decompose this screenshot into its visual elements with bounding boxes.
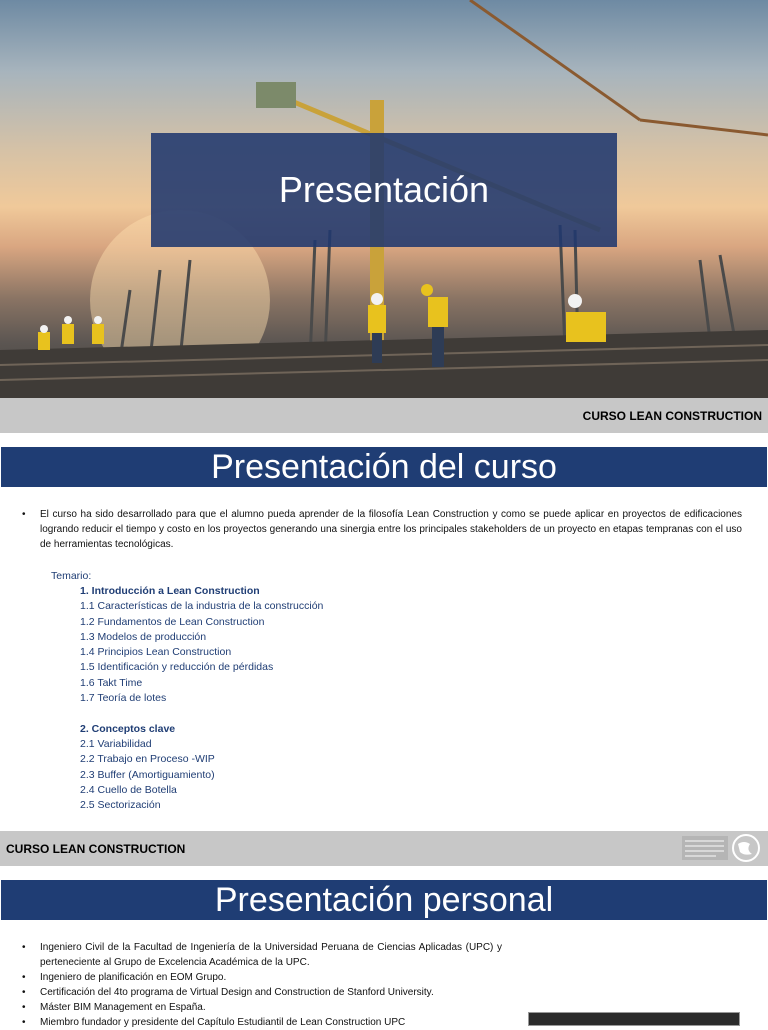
course-description: • El curso ha sido desarrollado para que el alumno pueda aprender de la filosofía Lean Construction y como se puede aplicar en proyectos de edificaciones logrando reducir el tiempo y costo en los proyectos generando una sinergia entre los principales stakeholders de un proyecto en etapas tempranas con el uso de herramientas tecnológicas. (22, 507, 742, 552)
institution-logo-icon (680, 832, 762, 864)
syllabus-item: 1.7 Teoría de lotes (80, 692, 167, 705)
bio-item: • Máster BIM Management en España. (22, 1000, 502, 1015)
syllabus-section-title: 1. Introducción a Lean Construction (80, 585, 260, 597)
syllabus-item: 2.3 Buffer (Amortiguamiento) (80, 768, 215, 781)
slide2-footer-text: CURSO LEAN CONSTRUCTION (6, 841, 186, 856)
course-description-list (22, 507, 742, 552)
syllabus-item: 1.1 Características de la industria de la construcción (80, 600, 324, 613)
bio-item: • Certificación del 4to programa de Virtual Design and Construction de Stanford University. (22, 985, 502, 1000)
slide2-heading-bar (1, 447, 767, 487)
syllabus-item: 1.6 Takt Time (80, 676, 143, 689)
hero-title: Presentación (278, 169, 490, 210)
bio-item: • Ingeniero de planificación en EOM Grupo. (22, 970, 502, 985)
hero-construction-photo (0, 0, 768, 398)
syllabus-item: 1.5 Identificación y reducción de pérdidas (80, 661, 274, 674)
syllabus-label: Temario: (51, 570, 92, 582)
syllabus-item: 2.4 Cuello de Botella (80, 783, 177, 796)
slide2-footer (0, 831, 768, 866)
slide3-heading-bar (1, 880, 767, 920)
syllabus-item: 1.4 Principios Lean Construction (80, 646, 232, 659)
syllabus-section-title: 2. Conceptos clave (80, 722, 176, 735)
slide1-footer-text: CURSO LEAN CONSTRUCTION (582, 408, 762, 423)
syllabus-item: 1.3 Modelos de producción (80, 630, 207, 643)
slide2-heading: Presentación del curso (211, 447, 557, 486)
syllabus-item: 2.1 Variabilidad (80, 737, 152, 750)
slide3-heading: Presentación personal (214, 880, 554, 919)
syllabus (51, 569, 323, 813)
bio-item: • Miembro fundador y presidente del Capítulo Estudiantil de Lean Construction UPC (22, 1015, 502, 1030)
hero-title-box (151, 133, 617, 247)
syllabus-item: 2.2 Trabajo en Proceso -WIP (80, 753, 215, 766)
syllabus-item: 2.5 Sectorización (80, 799, 161, 812)
syllabus-list (51, 584, 323, 813)
personal-bio-list (22, 940, 502, 1030)
bio-item: • Ingeniero Civil de la Facultad de Ingeniería de la Universidad Peruana de Ciencias Aplicadas (UPC) y perteneciente al Grupo de Excelencia Académica de la UPC. (22, 940, 502, 970)
syllabus-spacer (80, 706, 323, 721)
syllabus-item: 1.2 Fundamentos de Lean Construction (80, 615, 265, 628)
slide1-footer (0, 398, 768, 433)
